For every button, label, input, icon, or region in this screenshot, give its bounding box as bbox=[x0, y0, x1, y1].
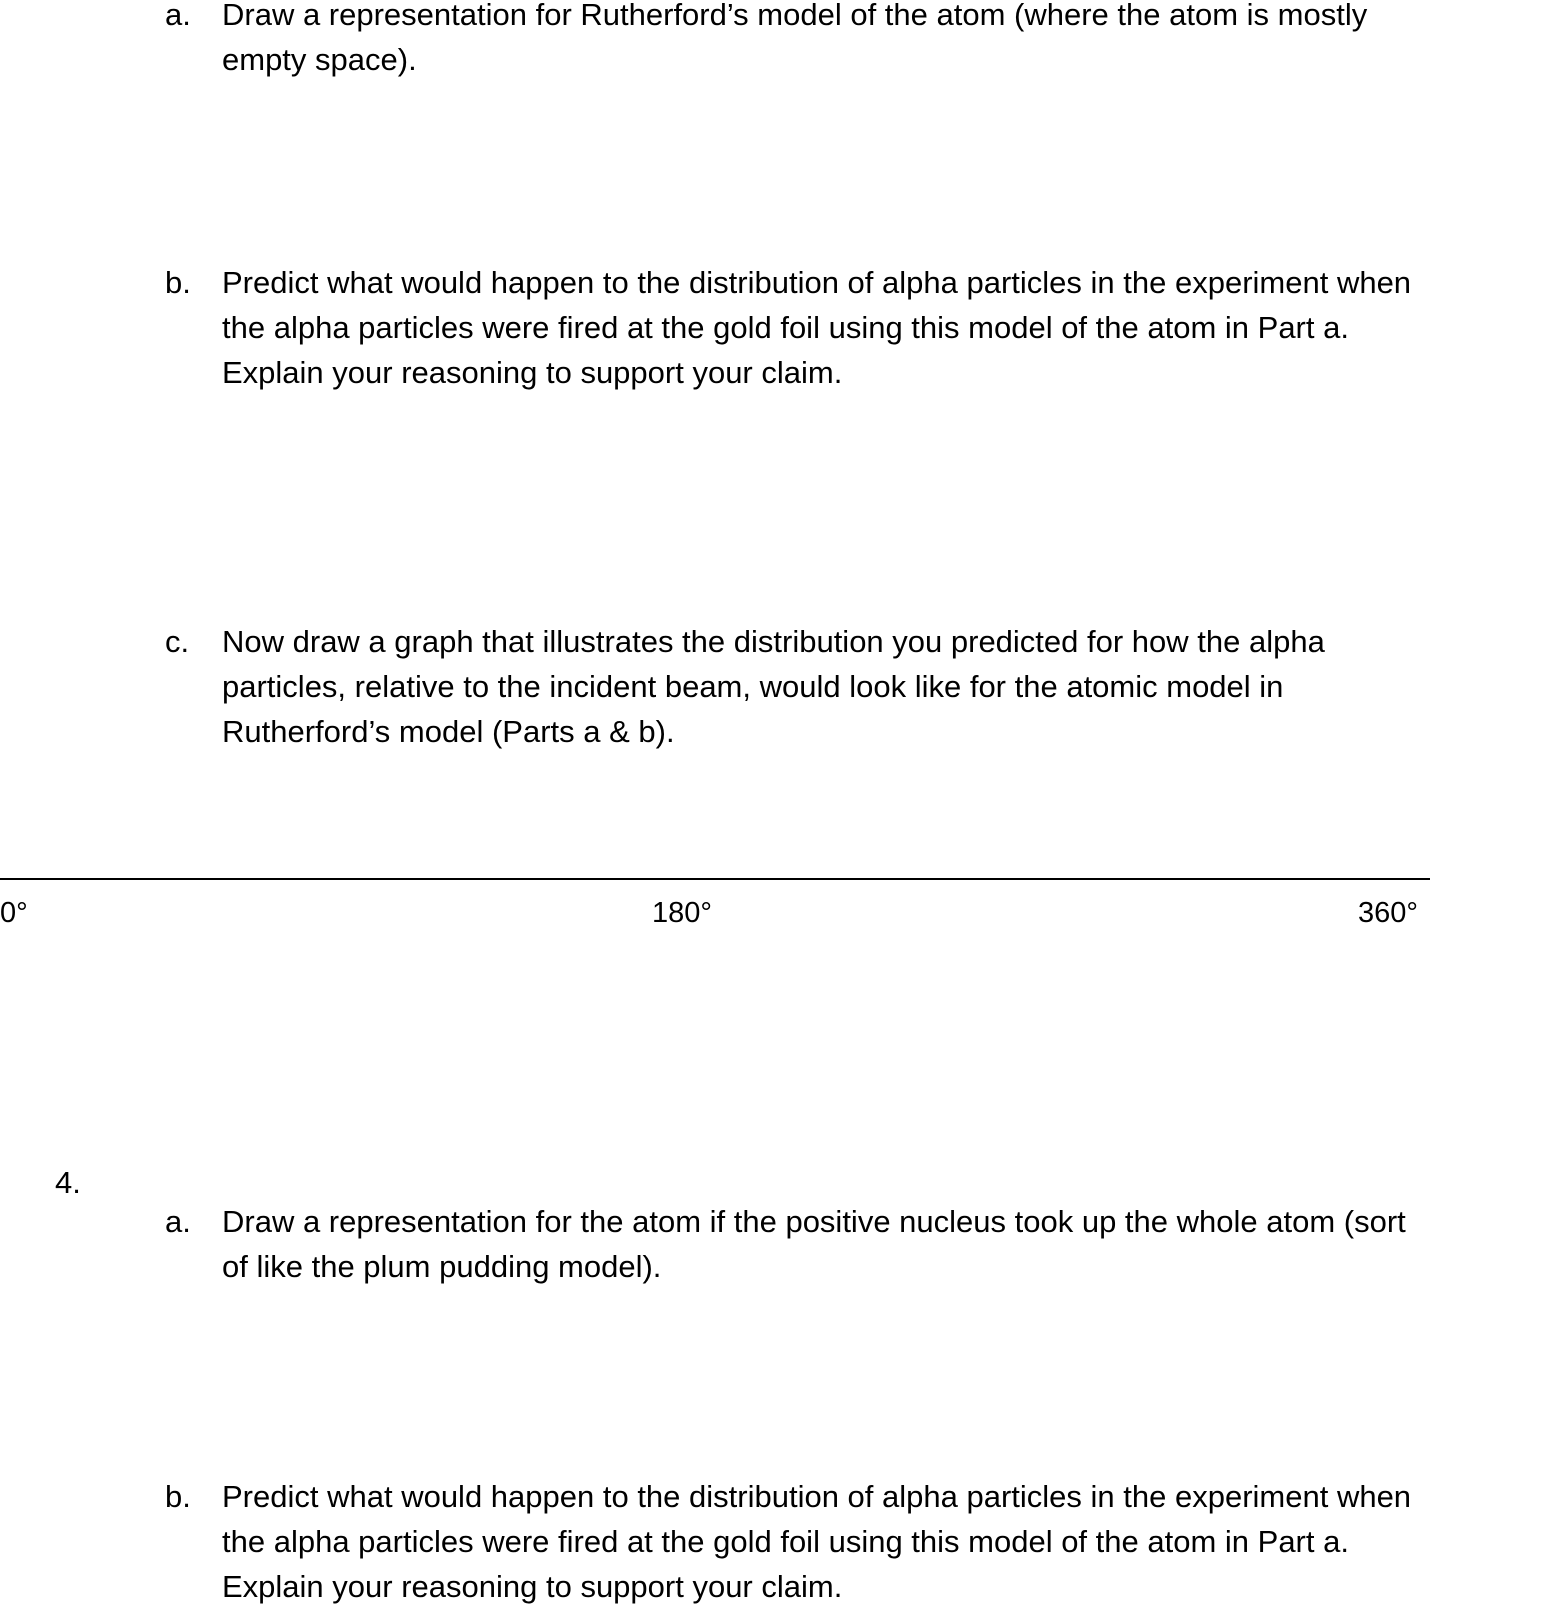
part-text: Predict what would happen to the distribution of alpha particles in the experiment when the alpha particles were fired at the gold foil using this model of the atom in Part a. Explain your reasoning to support your claim. bbox=[222, 1479, 1412, 1604]
axis-end-label: 360° bbox=[1358, 897, 1418, 929]
part-text: Now draw a graph that illustrates the distribution you predicted for how the alpha particles, relative to the incident beam, would look like for the atomic model in Rutherford’s model (Parts a & b). bbox=[222, 624, 1325, 749]
angle-axis-line bbox=[0, 878, 1430, 880]
part-letter: b. bbox=[165, 1479, 191, 1514]
part-text: Predict what would happen to the distribution of alpha particles in the experiment when the alpha particles were fired at the gold foil using this model of the atom in Part a. Explain your reasoning to support your claim. bbox=[222, 265, 1412, 390]
part-text: Draw a representation for the atom if the positive nucleus took up the whole atom (sort of like the plum pudding model). bbox=[222, 1204, 1406, 1284]
question-4-number: 4. bbox=[55, 1165, 81, 1200]
part-letter: a. bbox=[165, 0, 191, 32]
axis-mid-label: 180° bbox=[652, 897, 712, 929]
part-letter: b. bbox=[165, 265, 191, 300]
axis-start-label: 0° bbox=[0, 897, 28, 929]
part-letter: a. bbox=[165, 1204, 191, 1239]
part-text: Draw a representation for Rutherford’s model of the atom (where the atom is mostly empty space). bbox=[222, 0, 1368, 77]
part-letter: c. bbox=[165, 624, 190, 659]
